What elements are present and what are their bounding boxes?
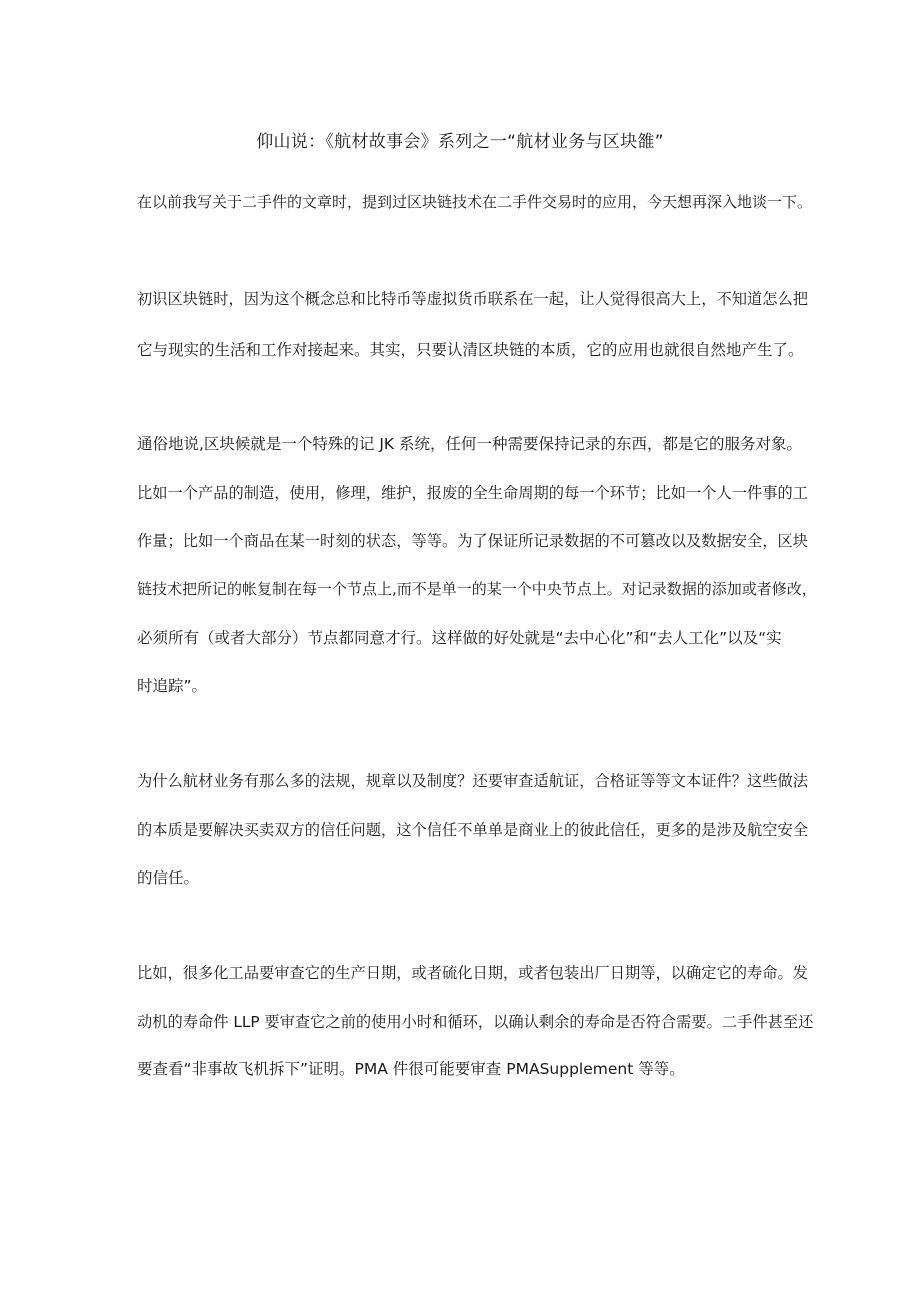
paragraph-line: 通俗地说,区块候就是一个特殊的记 JK 系统，任何一种需要保持记录的东西，都是它的服务对象。 bbox=[137, 435, 803, 453]
paragraph-line: 链技术把所记的帐复制在每一个节点上,而不是单一的某一个中央节点上。对记录数据的添加或者修改， bbox=[137, 580, 817, 598]
paragraph-line: 初识区块链时，因为这个概念总和比特币等虚拟货币联系在一起，让人觉得很高大上，不知道怎么把 bbox=[137, 290, 808, 308]
document-title: 仰山说：《航材故事会》系列之一“航材业务与区块雒” bbox=[256, 132, 664, 152]
paragraph-line: 它与现实的生活和工作对接起来。其实，只要认清区块链的本质，它的应用也就很自然地产生了。 bbox=[137, 341, 804, 359]
paragraph-line: 的信任。 bbox=[137, 869, 200, 887]
paragraph-line: 在以前我写关于二手件的文章时，提到过区块链技术在二手件交易时的应用，今天想再深入地谈一下。 bbox=[137, 193, 813, 211]
paragraph-line: 必须所有（或者大部分）节点都同意才行。这样做的好处就是“去中心化”和“去人工化”以及“实 bbox=[137, 629, 782, 647]
paragraph-line: 动机的寿命件 LLP 要审查它之前的使用小时和循环，以确认剩余的寿命是否符合需要。二手件甚至还 bbox=[137, 1013, 814, 1031]
paragraph-line: 比如，很多化工品要审查它的生产日期，或者硫化日期，或者包装出厂日期等，以确定它的寿命。发 bbox=[137, 964, 808, 982]
paragraph-line: 为什么航材业务有那么多的法规，规章以及制度？还要审查适航证，合格证等等文本证件？这些做法 bbox=[137, 772, 808, 790]
paragraph-line: 要查看“非事故飞机拆下”证明。PMA 件很可能要审查 PMASupplement 等等。 bbox=[137, 1060, 685, 1078]
paragraph-line: 作量；比如一个商品在某一时刻的状态，等等。为了保证所记录数据的不可篡改以及数据安全，区块 bbox=[137, 532, 808, 550]
paragraph-line: 时追踪”。 bbox=[137, 677, 208, 695]
paragraph-line: 比如一个产品的制造，使用，修理，维护，报废的全生命周期的每一个环节；比如一个人一件事的工 bbox=[137, 484, 808, 502]
paragraph-line: 的本质是要解决买卖双方的信任问题，这个信任不单单是商业上的彼此信任，更多的是涉及航空安全 bbox=[137, 821, 808, 839]
